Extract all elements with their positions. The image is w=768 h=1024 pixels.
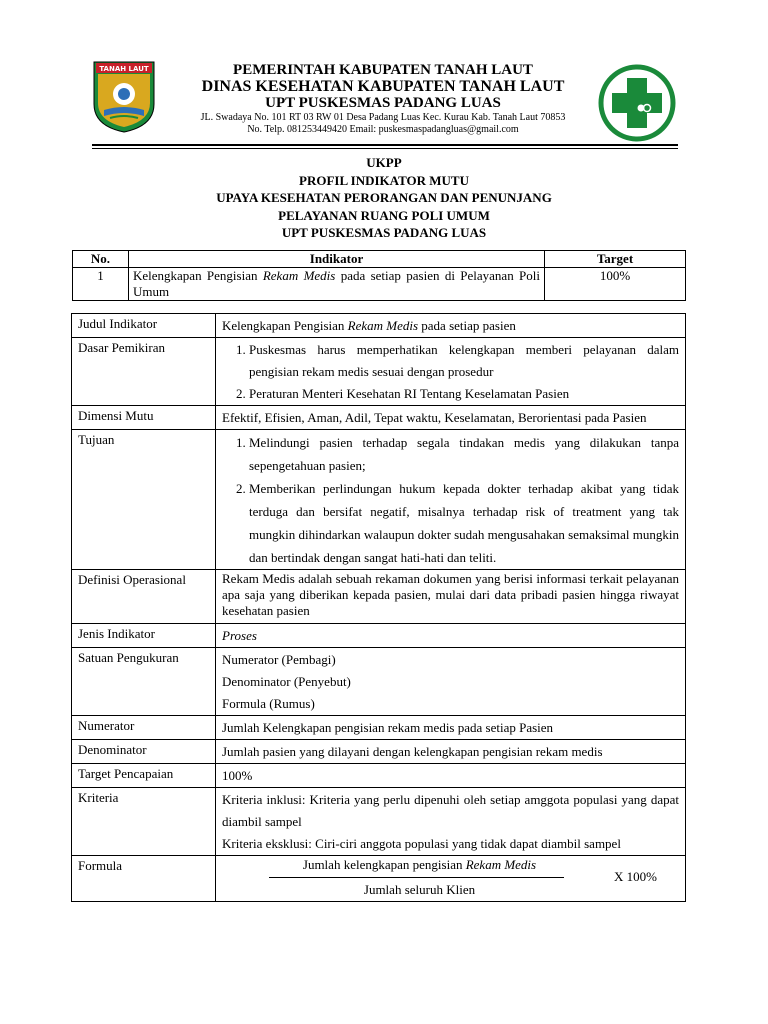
label-satuan: Satuan Pengukuran [72,648,216,716]
letterhead [0,0,768,150]
table-row [72,764,686,788]
satuan-line: Denominator (Penyebut) [222,674,351,689]
value-jenis: Proses [216,624,686,648]
kriteria-inklusi: Kriteria inklusi: Kriteria yang perlu dipenuhi oleh setiap amggota populasi yang dapat diambil sampel [222,792,679,829]
value-kriteria [216,788,686,856]
title-line: PROFIL INDIKATOR MUTU [299,172,469,188]
list-item: 2. Memberikan perlindungan hukum kepada dokter terhadap akibat yang tidak terduga dan bersifat negatif, misalnya terhadap risk of treatment yang tak mungkin dihindarkan walaupun dokter sudah mengusahakan semaksimal mungkin dan bertindak dengan sangat hati-hati dan teliti. [249,477,679,569]
table-row [72,716,686,740]
unit-line: UPT PUSKESMAS PADANG LUAS [265,95,501,111]
fraction-bar [269,877,564,878]
value-target: 100% [216,764,686,788]
value-dimensi: Efektif, Efisien, Aman, Adil, Tepat waktu, Keselamatan, Berorientasi pada Pasien [216,406,686,430]
letterhead-rule [92,144,678,146]
dept-line: DINAS KESEHATAN KABUPATEN TANAH LAUT [201,78,565,95]
title-line: UPAYA KESEHATAN PERORANGAN DAN PENUNJANG [216,190,552,205]
column-header-no: No. [73,251,129,268]
label-numerator: Numerator [72,716,216,740]
table-row [72,430,686,570]
emblem-label: TANAH LAUT [99,65,149,73]
row-indikator: Kelengkapan Pengisian Rekam Medis pada setiap pasien di Pelayanan Poli Umum [129,268,545,301]
contact-line: No. Telp. 081253449420 Email: puskesmaspadangluas@gmail.com [247,124,519,135]
label-jenis: Jenis Indikator [72,624,216,648]
gov-line: PEMERINTAH KABUPATEN TANAH LAUT [233,62,533,78]
table-row [72,338,686,406]
list-item: 1. Puskesmas harus memperhatikan kelengkapan memberi pelayanan dalam pengisian rekam medis sesuai dengan prosedur [249,339,679,383]
label-target: Target Pencapaian [72,764,216,788]
table-row [72,856,686,902]
label-kriteria: Kriteria [72,788,216,856]
label-dasar: Dasar Pemikiran [72,338,216,406]
title-line: PELAYANAN RUANG POLI UMUM [278,207,490,223]
table-row [72,314,686,338]
value-formula [216,856,686,902]
satuan-line: Numerator (Pembagi) [222,652,336,667]
satuan-line: Formula (Rumus) [222,696,315,711]
letterhead-rule-thin [92,148,678,149]
tanah-laut-emblem [92,60,156,134]
table-row [72,788,686,856]
document-titles [80,154,688,242]
table-row [72,570,686,624]
table-header-row [73,251,686,268]
value-satuan [216,648,686,716]
formula-numerator: Jumlah kelengkapan pengisian Rekam Medis [302,857,537,872]
table-row [72,624,686,648]
label-denominator: Denominator [72,740,216,764]
formula-percentage: X 100% [614,869,657,884]
puskesmas-logo [598,64,676,142]
letterhead-text [170,62,596,136]
value-denominator: Jumlah pasien yang dilayani dengan kelengkapan pengisian rekam medis [216,740,686,764]
value-numerator: Jumlah Kelengkapan pengisian rekam medis pada setiap Pasien [216,716,686,740]
list-item: 2. Peraturan Menteri Kesehatan RI Tentang Keselamatan Pasien [249,383,679,405]
kriteria-eksklusi: Kriteria eksklusi: Ciri-ciri anggota populasi yang tidak dapat diambil sampel [222,836,621,851]
value-definisi: Rekam Medis adalah sebuah rekaman dokumen yang berisi informasi terkait pelayanan apa saja yang diberikan kepada pasien, mulai dari data pribadi pasien hingga riwayat kesehatan pasien [216,570,686,624]
table-row [72,648,686,716]
title-line: UKPP [366,155,402,170]
row-target: 100% [545,268,686,301]
column-header-target: Target [545,251,686,268]
label-tujuan: Tujuan [72,430,216,570]
value-dasar [216,338,686,406]
indicator-profile-table [71,313,686,902]
row-no: 1 [73,268,129,301]
address-line: JL. Swadaya No. 101 RT 03 RW 01 Desa Padang Luas Kec. Kurau Kab. Tanah Laut 70853 [200,112,566,123]
list-item: 1. Melindungi pasien terhadap segala tindakan medis yang dilakukan tanpa sepengetahuan pasien; [249,431,679,477]
indicator-summary-table [72,250,686,301]
label-formula: Formula [72,856,216,902]
title-line: UPT PUSKESMAS PADANG LUAS [281,225,487,240]
label-definisi: Definisi Operasional [72,570,216,624]
formula-expression [222,857,679,901]
label-dimensi: Dimensi Mutu [72,406,216,430]
column-header-indikator: Indikator [129,251,545,268]
table-row [72,740,686,764]
label-judul: Judul Indikator [72,314,216,338]
formula-denominator: Jumlah seluruh Klien [363,882,476,897]
table-row [72,406,686,430]
table-row [73,268,686,301]
value-judul: Kelengkapan Pengisian Rekam Medis pada setiap pasien [216,314,686,338]
value-tujuan [216,430,686,570]
